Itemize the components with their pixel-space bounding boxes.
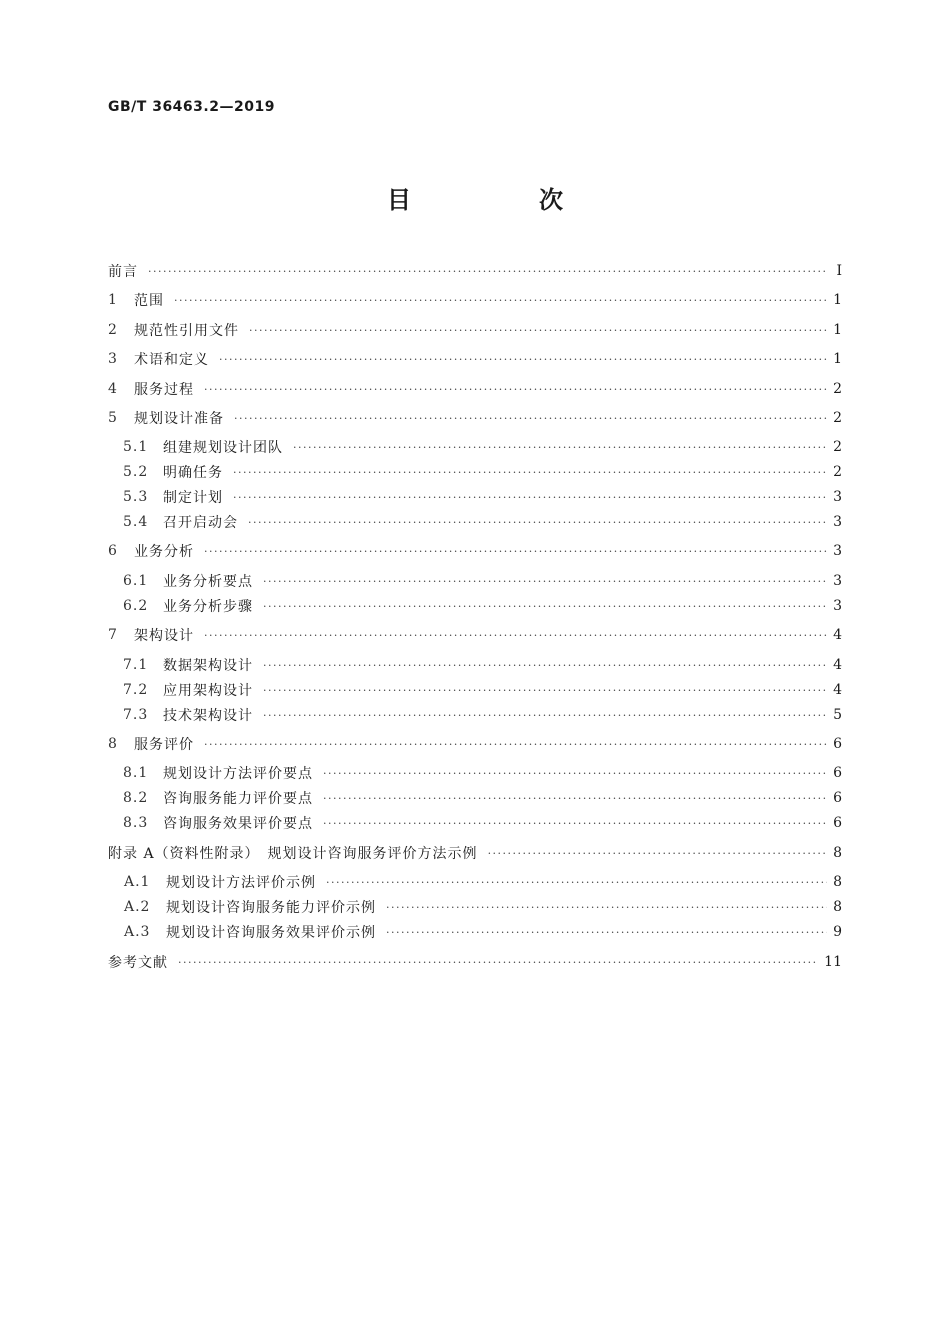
toc-entry-label: 明确任务: [163, 465, 223, 481]
toc-entry-page: 4: [833, 682, 842, 698]
toc-entry-number: 6.2: [123, 598, 149, 614]
toc-entry-label: 咨询服务效果评价要点: [163, 816, 313, 832]
toc-entry-number: A.1: [124, 874, 151, 890]
dot-leader: [248, 516, 827, 529]
toc-entry[interactable]: [108, 787, 842, 809]
toc-entry-label: 范围: [134, 293, 164, 309]
toc-entry-number: 4: [108, 381, 118, 397]
toc-entry-label: 技术架构设计: [163, 708, 253, 724]
toc-entry[interactable]: [108, 486, 842, 508]
toc-entry-label: 组建规划设计团队: [163, 440, 283, 456]
toc-entry-label: 服务评价: [134, 737, 194, 753]
toc-entry-page: 1: [833, 351, 842, 367]
toc-entry[interactable]: [108, 436, 842, 458]
dot-leader: [293, 441, 827, 454]
dot-leader: [263, 659, 827, 672]
toc-entry-page: 6: [833, 736, 842, 752]
dot-leader: [263, 709, 827, 722]
dot-leader: [326, 876, 827, 889]
toc-entry-label: 规划设计方法评价示例: [166, 875, 316, 891]
dot-leader: [263, 684, 827, 697]
toc-entry-number: 5.3: [123, 489, 149, 505]
toc-entry-label: 术语和定义: [134, 352, 209, 368]
toc-entry-page: 6: [833, 790, 842, 806]
toc-entry[interactable]: [108, 378, 842, 400]
dot-leader: [178, 956, 818, 969]
toc-entry[interactable]: [108, 921, 842, 943]
dot-leader: [148, 265, 828, 278]
toc-entry-label: 前言: [108, 264, 138, 280]
toc-entry-page: 5: [833, 707, 842, 723]
dot-leader: [204, 629, 827, 642]
toc-entry[interactable]: [108, 595, 842, 617]
toc-entry-page: 3: [833, 573, 842, 589]
dot-leader: [323, 792, 827, 805]
toc-entry[interactable]: [108, 679, 842, 701]
dot-leader: [233, 491, 827, 504]
toc-entry[interactable]: [108, 348, 842, 370]
toc-entry[interactable]: [108, 812, 842, 834]
toc-entry-page: 3: [833, 543, 842, 559]
toc-entry[interactable]: [108, 654, 842, 676]
toc-entry[interactable]: [108, 704, 842, 726]
toc-entry-page: 2: [833, 381, 842, 397]
toc-entry[interactable]: [108, 407, 842, 429]
toc-entry[interactable]: [108, 733, 842, 755]
toc-entry-label: 规划设计准备: [134, 411, 224, 427]
toc-entry-label: 参考文献: [108, 955, 168, 971]
page-title: 目 次: [387, 186, 615, 214]
toc-entry[interactable]: [108, 871, 842, 893]
toc-entry-number: 3: [108, 351, 118, 367]
toc-entry-page: 9: [833, 924, 842, 940]
toc-entry-page: 3: [833, 489, 842, 505]
toc-entry[interactable]: [108, 842, 842, 864]
dot-leader: [263, 600, 827, 613]
dot-leader: [263, 575, 827, 588]
toc-entry[interactable]: [108, 289, 842, 311]
toc-entry-page: 1: [833, 292, 842, 308]
dot-leader: [204, 545, 827, 558]
toc-entry-number: 6.1: [123, 573, 149, 589]
toc-entry-number: 8: [108, 736, 118, 752]
dot-leader: [323, 817, 827, 830]
dot-leader: [323, 767, 827, 780]
toc-entry-number: 1: [108, 292, 118, 308]
toc-entry[interactable]: [108, 511, 842, 533]
toc-entry-page: 1: [833, 322, 842, 338]
dot-leader: [249, 324, 827, 337]
toc-entry-label: 规划设计咨询服务效果评价示例: [166, 925, 376, 941]
toc-entry-page: 8: [833, 845, 842, 861]
dot-leader: [204, 738, 827, 751]
dot-leader: [204, 383, 827, 396]
toc-entry-page: Ⅰ: [836, 263, 842, 279]
toc-entry-number: 8.1: [123, 765, 149, 781]
dot-leader: [488, 847, 828, 860]
toc-entry-number: 7.2: [123, 682, 149, 698]
toc-entry-page: 3: [833, 514, 842, 530]
toc-entry-number: 2: [108, 322, 118, 338]
standard-code: GB/T 36463.2—2019: [108, 99, 275, 115]
toc-entry-label: 规划设计方法评价要点: [163, 766, 313, 782]
toc-entry-label: 规范性引用文件: [134, 323, 239, 339]
toc-entry-number: 7.1: [123, 657, 149, 673]
toc-entry-page: 3: [833, 598, 842, 614]
toc-entry[interactable]: [108, 624, 842, 646]
toc-entry-number: 8.2: [123, 790, 149, 806]
dot-leader: [219, 353, 827, 366]
toc-entry-number: 5: [108, 410, 118, 426]
toc-entry-number: 7: [108, 627, 118, 643]
toc-entry-number: 6: [108, 543, 118, 559]
toc-entry[interactable]: [108, 540, 842, 562]
dot-leader: [234, 412, 827, 425]
toc-entry[interactable]: [108, 319, 842, 341]
toc-entry-label: 咨询服务能力评价要点: [163, 791, 313, 807]
toc-entry-page: 8: [833, 874, 842, 890]
toc-entry-label: 业务分析步骤: [163, 599, 253, 615]
toc-entry[interactable]: [108, 461, 842, 483]
toc-entry[interactable]: [108, 896, 842, 918]
toc-entry-page: 6: [833, 815, 842, 831]
toc-entry-number: 5.2: [123, 464, 149, 480]
toc-entry-label: 业务分析: [134, 544, 194, 560]
toc-entry-number: 8.3: [123, 815, 149, 831]
toc-entry-page: 8: [833, 899, 842, 915]
toc-entry-label: 制定计划: [163, 490, 223, 506]
dot-leader: [174, 294, 827, 307]
dot-leader: [386, 926, 827, 939]
toc-entry-label: 服务过程: [134, 382, 194, 398]
toc-entry-number: 5.1: [123, 439, 149, 455]
toc-entry[interactable]: [108, 260, 842, 282]
toc-entry-page: 6: [833, 765, 842, 781]
toc-entry-page: 4: [833, 627, 842, 643]
toc-entry-page: 2: [833, 439, 842, 455]
toc-entry-page: 4: [833, 657, 842, 673]
toc-entry-number: A.3: [124, 924, 151, 940]
toc-entry-number: 5.4: [123, 514, 149, 530]
toc-entry-number: A.2: [124, 899, 151, 915]
toc-entry-label: 应用架构设计: [163, 683, 253, 699]
dot-leader: [386, 901, 827, 914]
toc-entry-page: 2: [833, 464, 842, 480]
toc-entry[interactable]: [108, 951, 842, 973]
toc-entry-label: 业务分析要点: [163, 574, 253, 590]
toc-entry[interactable]: [108, 762, 842, 784]
toc-entry-page: 11: [824, 954, 842, 970]
toc-entry[interactable]: [108, 570, 842, 592]
toc-entry-label: 召开启动会: [163, 515, 238, 531]
toc-entry-label: 数据架构设计: [163, 658, 253, 674]
dot-leader: [233, 466, 827, 479]
toc-entry-label: 架构设计: [134, 628, 194, 644]
toc-entry-label: 规划设计咨询服务能力评价示例: [166, 900, 376, 916]
toc-entry-label: 附录 A（资料性附录） 规划设计咨询服务评价方法示例: [108, 846, 478, 862]
toc-entry-number: 7.3: [123, 707, 149, 723]
toc-entry-page: 2: [833, 410, 842, 426]
